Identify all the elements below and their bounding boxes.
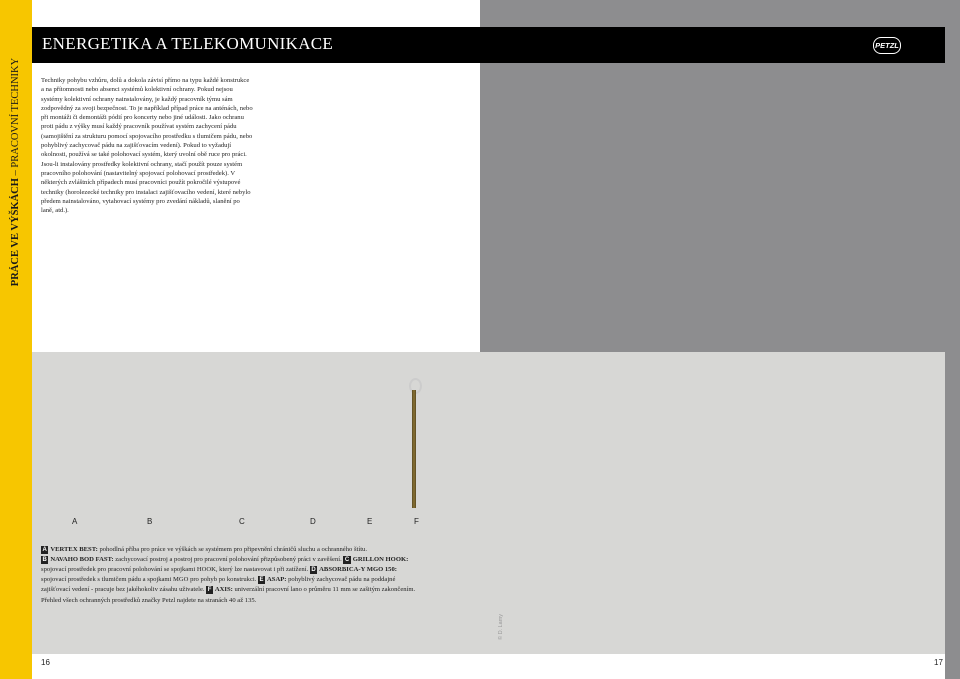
legend-tag-b: B — [42, 556, 47, 563]
photo-credit: © D. Lamy — [498, 613, 504, 640]
equipment-label-b: B — [147, 517, 153, 526]
legend-name-b: NAVAHO BOD FAST: — [50, 555, 114, 563]
legend-tag-a: A — [42, 547, 47, 553]
legend-tag-d: D — [311, 566, 316, 573]
page-number-right: 17 — [934, 658, 943, 667]
legend-tag-e: E — [259, 576, 264, 583]
chapter-title: ENERGETIKA A TELEKOMUNIKACE — [42, 34, 334, 53]
legend-name-f: AXIS: — [214, 585, 233, 593]
legend-tag-c: C — [344, 556, 350, 563]
equipment-legend — [41, 545, 421, 605]
legend-name-d: ABSORBICA-Y MGO 150: — [319, 565, 397, 573]
legend-desc-d: spojovací prostředek s tlumičem pádu a spojkami MGO pro pohyb po konstrukci. — [41, 575, 257, 583]
bottom-margin — [32, 654, 945, 679]
legend-desc-e: pohyblivý zachycovač pádu na poddajné zajišťovací vedení - pracuje bez jakéhokoliv zásahu uživatele. — [41, 575, 396, 593]
legend-name-e: ASAP: — [267, 575, 287, 583]
legend-desc-f: univerzální pracovní lano o průměru 11 mm se zašitým zakončením. — [232, 585, 416, 593]
petzl-logo: PETZL — [873, 37, 901, 54]
legend-tag-f: F — [207, 586, 212, 593]
equipment-label-d: D — [310, 517, 316, 526]
page-number-left: 16 — [41, 658, 50, 667]
chapter-header — [32, 27, 945, 63]
section-title-rest: – PRACOVNÍ TECHNIKY — [10, 57, 21, 179]
equipment-label-e: E — [367, 517, 373, 526]
section-sidebar-title — [6, 52, 26, 292]
legend-desc-b: zachycovací postroj a postroj pro pracovní polohování přizpůsobený práci v zavěšení. — [113, 555, 342, 563]
equipment-label-f: F — [414, 517, 419, 526]
equipment-photo-area — [32, 352, 945, 654]
equipment-label-c: C — [239, 517, 245, 526]
legend-footer: Přehled všech ochranných prostředků značky Petzl najdete na stranách 40 až 135. — [41, 596, 257, 604]
rope-image — [412, 390, 416, 508]
equipment-label-a: A — [72, 517, 78, 526]
section-title-bold: PRÁCE VE VÝŠKÁCH — [10, 178, 21, 287]
legend-name-c: GRILLON HOOK: — [352, 555, 409, 563]
legend-item-a — [41, 545, 421, 555]
legend-items-b-to-f — [41, 555, 421, 595]
legend-desc-c: spojovací prostředek pro pracovní polohování se spojkami HOOK, který lze nastavovat i při zatížení. — [41, 565, 309, 573]
legend-name-a: VERTEX BEST: — [50, 546, 98, 553]
legend-desc-a: pohodlná příba pro práce ve výškách se systémem pro připevnění chráničů sluchu a ochranného štítu. — [97, 546, 367, 553]
body-paragraph: Techniky pohybu vzhůru, dolů a dokola závisí přímo na typu každé konstrukce a na přítomnosti nebo absenci systémů kolektivní ochrany. Pokud nejsou systémy kolektivní ochrany nainstalovány, je každý pracovník týmu sám zodpovědný za svoji bezpečnost. To je například případ práce na anténách, nebo při montáži či demontáži pódií pro koncerty nebo jiné události. Jako ochranu proti pádu z výšky musí každý pracovník používat systém zachycení pádu (samojištění za strukturu pomocí spojovacího prostředku s tlumičem pádu, nebo pohyblivý zachycovač pádu na zajišťovacím vedení). Pokud to vyžadují okolnosti, používá se také polohovací systém, který uvolní obě ruce pro práci. Jsou-li instalovány prostředky kolektivní ochrany, stačí použít pouze systém pracovního polohování (nastavitelný spojovací polohovací prostředek). V některých zvláštních případech musí pracovníci použít pokročilé výstupové techniky (horolezecké techniky pro instalaci zajišťovacího vedení, které nebylo předem nainstalováno, vytahovací systémy pro zvedání nákladů, slanění po laně, atd.). — [41, 77, 253, 215]
